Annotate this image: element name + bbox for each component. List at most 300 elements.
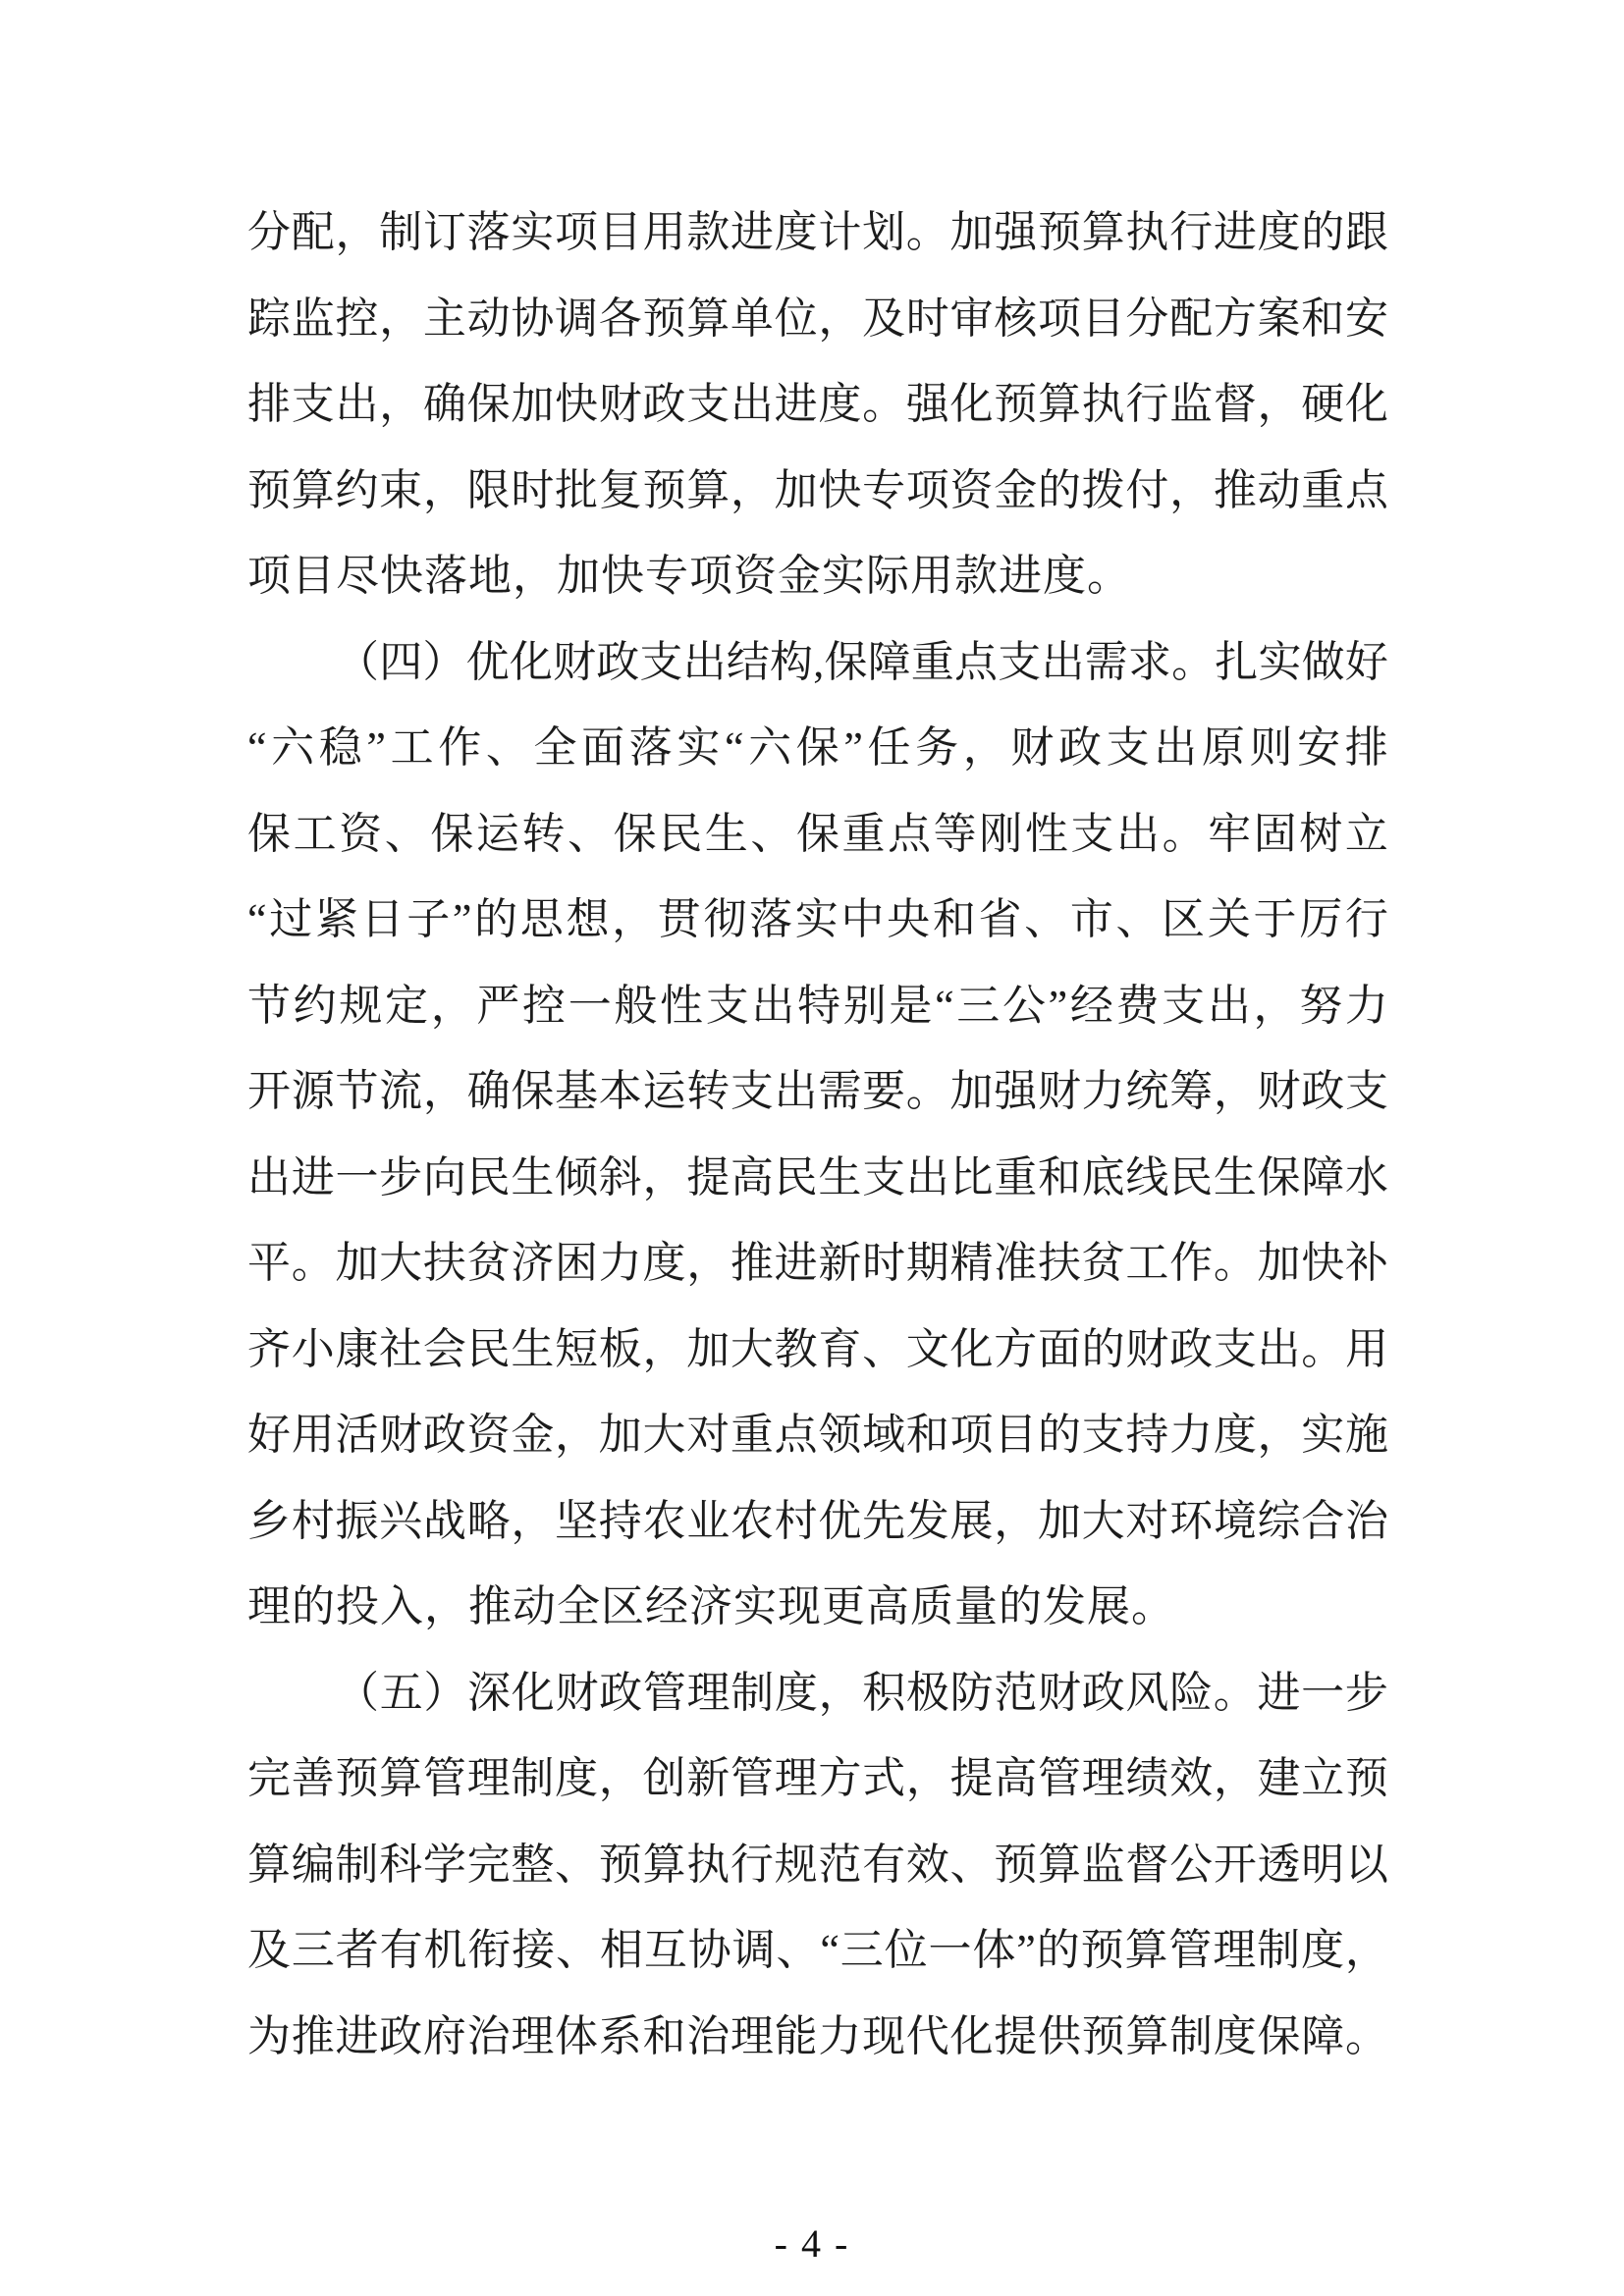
character: 目 [994, 1411, 1038, 1459]
character: 算 [686, 465, 731, 514]
character: 牢 [1208, 809, 1252, 858]
character: 度 [642, 1239, 686, 1287]
character: 出 [774, 1067, 818, 1115]
character: 。 [905, 208, 949, 256]
character: 理 [686, 1668, 731, 1717]
character: 新 [818, 1239, 862, 1287]
character: 划 [862, 208, 906, 256]
character: 建 [1257, 1754, 1301, 1802]
character: 极 [905, 1668, 949, 1717]
character: 度 [1257, 208, 1301, 256]
character: 水 [1344, 1152, 1388, 1201]
character: 加 [1257, 1239, 1301, 1287]
character: 济 [511, 1239, 555, 1287]
character: 点 [954, 637, 999, 686]
character: 化 [949, 380, 994, 428]
character: 于 [1253, 895, 1297, 943]
character: 生 [511, 1152, 555, 1201]
character: 政 [422, 1411, 466, 1459]
character: 算 [1037, 380, 1081, 428]
character: 范 [994, 1668, 1038, 1717]
character: 控 [522, 981, 567, 1030]
character: 的 [474, 895, 518, 943]
character: 政 [1058, 723, 1102, 772]
character: 民 [1169, 1152, 1214, 1201]
character: “ [820, 1926, 839, 1974]
character: 优 [818, 1496, 862, 1545]
character: 齐 [247, 1324, 291, 1373]
character: 财 [1257, 1067, 1301, 1115]
character: 推 [291, 2011, 335, 2060]
character: 出 [335, 380, 379, 428]
character: 倾 [555, 1152, 599, 1201]
character: 出 [247, 1152, 291, 1201]
character: 化 [949, 2011, 994, 2060]
character: 立 [1344, 809, 1388, 858]
character: 步 [379, 1152, 423, 1201]
character: 支 [730, 1067, 774, 1115]
character: 保 [511, 1067, 555, 1115]
character: 短 [555, 1324, 599, 1373]
character: 支 [862, 1152, 906, 1201]
character: 科 [379, 1840, 423, 1889]
character: 化 [511, 1668, 555, 1717]
character: 工 [390, 723, 434, 772]
character: 落 [466, 208, 511, 256]
text-line [247, 982, 1388, 1068]
character: 农 [730, 1496, 774, 1545]
text-line [247, 895, 1388, 982]
character: 农 [642, 1496, 686, 1545]
character: 则 [1249, 723, 1293, 772]
text-line [247, 294, 1388, 381]
character: 快 [818, 465, 862, 514]
character: 有 [862, 1840, 906, 1889]
character: 提 [686, 1152, 731, 1201]
character: 省 [978, 895, 1022, 943]
character: 化 [1344, 380, 1388, 428]
character: 支 [1213, 1324, 1257, 1373]
character: 支 [1106, 723, 1150, 772]
character: 作 [1169, 1239, 1214, 1287]
character: 财 [1125, 1324, 1169, 1373]
character: 理 [774, 1754, 818, 1802]
character: 制 [1257, 1926, 1301, 1974]
character: 比 [949, 1152, 994, 1201]
character: 支 [639, 637, 683, 686]
character: 中 [840, 895, 885, 943]
character: 基 [555, 1067, 599, 1115]
character: 跟 [1344, 208, 1388, 256]
character: 预 [994, 1840, 1038, 1889]
character: 持 [598, 1496, 642, 1545]
character: ， [422, 465, 466, 514]
character: 思 [519, 895, 564, 943]
character: 乡 [247, 1496, 291, 1545]
character: 审 [949, 294, 994, 343]
text-line [247, 1153, 1388, 1240]
character: 进 [291, 1152, 335, 1201]
character: 金 [994, 465, 1038, 514]
character: 重 [1301, 465, 1345, 514]
character: 强 [994, 208, 1038, 256]
character: 算 [1081, 208, 1125, 256]
character: 支 [998, 637, 1042, 686]
character: 度 [818, 380, 862, 428]
text-line [247, 1497, 1388, 1583]
character: 、 [384, 809, 428, 858]
character: 施 [1344, 1411, 1388, 1459]
character: 化 [509, 637, 553, 686]
character: 贫 [466, 1239, 511, 1287]
character: 度 [1300, 1926, 1344, 1974]
character: 紧 [314, 895, 358, 943]
character: 度 [774, 1668, 818, 1717]
character: ， [1257, 380, 1301, 428]
character: 款 [686, 208, 731, 256]
character: 批 [555, 465, 599, 514]
character: 案 [1257, 294, 1301, 343]
character: 管 [422, 1754, 466, 1802]
character: 的 [1036, 1926, 1080, 1974]
document-body [247, 208, 1388, 2098]
character: 、 [485, 723, 529, 772]
character: ） [423, 1668, 467, 1717]
character: 管 [1168, 1926, 1213, 1974]
character: 保 [430, 809, 474, 858]
character: ， [1344, 1926, 1388, 1974]
character: 行 [730, 1840, 774, 1889]
character: 。 [1213, 1668, 1257, 1717]
character: 方 [994, 1324, 1038, 1373]
character: 统 [1125, 1067, 1169, 1115]
character: 加 [335, 1239, 379, 1287]
character: 硬 [1301, 380, 1345, 428]
character: 核 [994, 294, 1038, 343]
character: 踪 [247, 294, 291, 343]
character: 订 [422, 208, 466, 256]
character: 现 [862, 2011, 906, 2060]
character: 点 [1344, 465, 1388, 514]
character: 计 [818, 208, 862, 256]
character: 及 [247, 1926, 291, 1974]
character: 文 [905, 1324, 949, 1373]
character: 点 [888, 809, 932, 858]
character: （ [336, 637, 379, 686]
character: ” [366, 723, 386, 772]
character: 预 [598, 1840, 642, 1889]
character: 一 [335, 1152, 379, 1201]
character: 斜 [598, 1152, 642, 1201]
character: 整 [511, 1840, 555, 1889]
character: 的 [1301, 208, 1345, 256]
character: 村 [291, 1496, 335, 1545]
character: 实 [511, 208, 555, 256]
character: 编 [291, 1840, 335, 1889]
character: ， [555, 1411, 599, 1459]
character: 别 [842, 981, 887, 1030]
character: 效 [1169, 1754, 1214, 1802]
character: 战 [422, 1496, 466, 1545]
character: 会 [422, 1324, 466, 1373]
character: 力 [598, 1239, 642, 1287]
character: 保 [1257, 2011, 1301, 2060]
character: 落 [749, 895, 793, 943]
character: 力 [1344, 981, 1388, 1030]
character: ， [511, 1496, 555, 1545]
character: 立 [1301, 1754, 1345, 1802]
character: 财 [1037, 1067, 1081, 1115]
character: 运 [642, 1067, 686, 1115]
character: 预 [642, 294, 686, 343]
character: 提 [949, 1754, 994, 1802]
character: 约 [335, 465, 379, 514]
character: 时 [511, 465, 555, 514]
text-line [247, 1754, 1388, 1841]
text-line [247, 1325, 1388, 1412]
character: 制 [1169, 2011, 1214, 2060]
character: 式 [862, 1754, 906, 1802]
character: 出 [1207, 981, 1251, 1030]
character: 支 [1344, 1067, 1388, 1115]
character: 高 [994, 1754, 1038, 1802]
character: 。 [862, 380, 906, 428]
character: 项 [905, 465, 949, 514]
character: 、 [1024, 895, 1068, 943]
character: 财 [553, 637, 597, 686]
character: 面 [581, 723, 625, 772]
character: 预 [642, 465, 686, 514]
character: 机 [423, 1926, 467, 1974]
character: 需 [1084, 637, 1128, 686]
character: 预 [994, 380, 1038, 428]
character: 预 [1080, 1926, 1124, 1974]
character: 困 [555, 1239, 599, 1287]
character: 预 [247, 465, 291, 514]
character: 供 [1037, 2011, 1081, 2060]
character: 互 [643, 1926, 687, 1974]
character: “ [935, 981, 954, 1030]
character: 时 [862, 1239, 906, 1287]
character: 坚 [555, 1496, 599, 1545]
character: 目 [1081, 294, 1125, 343]
character: 衔 [467, 1926, 512, 1974]
character: 板 [598, 1324, 642, 1373]
character: 管 [642, 1668, 686, 1717]
character: ， [642, 1324, 686, 1373]
character: 工 [293, 809, 337, 858]
character: 确 [422, 380, 466, 428]
character: 市 [1069, 895, 1113, 943]
character: ， [612, 895, 656, 943]
character: 督 [1213, 380, 1257, 428]
character: 效 [905, 1840, 949, 1889]
character: 重 [841, 809, 886, 858]
character: 支 [1162, 981, 1206, 1030]
character: ， [818, 294, 862, 343]
character: 预 [1081, 2011, 1125, 2060]
character: 政 [642, 380, 686, 428]
character: 对 [686, 1411, 731, 1459]
character: 执 [1081, 380, 1125, 428]
character: 加 [1037, 1496, 1081, 1545]
character: 范 [818, 1840, 862, 1889]
character: 分 [247, 208, 291, 256]
character: 善 [291, 1754, 335, 1802]
character: 区 [1162, 895, 1206, 943]
text-line [247, 208, 1388, 294]
character: 刚 [979, 809, 1023, 858]
character: 进 [1213, 208, 1257, 256]
character: 管 [730, 1754, 774, 1802]
character: 安 [1344, 294, 1388, 343]
character: 调 [731, 1926, 776, 1974]
character: 一 [568, 981, 612, 1030]
character: 费 [1115, 981, 1160, 1030]
character: “ [247, 723, 267, 772]
character: 和 [932, 895, 976, 943]
character: 一 [928, 1926, 972, 1974]
character: 的 [1037, 465, 1081, 514]
character: 贫 [1081, 1239, 1125, 1287]
character: 开 [1213, 1840, 1257, 1889]
character: 、 [556, 1926, 600, 1974]
character: 复 [598, 465, 642, 514]
character: 预 [1344, 1754, 1388, 1802]
character: 流 [379, 1067, 423, 1115]
character: 排 [1344, 723, 1388, 772]
character: 。 [1213, 1239, 1257, 1287]
character: 生 [704, 809, 748, 858]
text-line: 项目尽快落地，加快专项资金实际用款进度。 [247, 552, 1131, 600]
character: 执 [686, 1840, 731, 1889]
character: ） [422, 637, 466, 686]
character: 出 [1041, 637, 1085, 686]
character: 以 [1344, 1840, 1388, 1889]
character: 性 [1024, 809, 1068, 858]
text-line [247, 466, 1388, 553]
character: 付 [1125, 465, 1169, 514]
character: 大 [730, 1324, 774, 1373]
character: 、 [862, 1324, 906, 1373]
character: 政 [379, 2011, 423, 2060]
text-line [247, 1067, 1388, 1153]
character: 彻 [703, 895, 747, 943]
character: 算 [1125, 2011, 1169, 2060]
character: 般 [614, 981, 658, 1030]
character: 加 [949, 1067, 994, 1115]
character: 源 [291, 1067, 335, 1115]
character: 保 [795, 723, 839, 772]
character: 度 [774, 208, 818, 256]
character: 治 [686, 2011, 731, 2060]
character: 。 [1301, 1324, 1345, 1373]
character: 用 [291, 1411, 335, 1459]
character: 、 [776, 1926, 820, 1974]
character: 政 [1081, 1668, 1125, 1717]
text-line [247, 380, 1388, 466]
character: 支 [1070, 809, 1114, 858]
character: 推 [1213, 465, 1257, 514]
character: 度 [555, 1754, 599, 1802]
character: 资 [949, 465, 994, 514]
character: 监 [1169, 380, 1214, 428]
text-line [247, 1411, 1388, 1497]
character: 想 [566, 895, 610, 943]
character: 金 [511, 1411, 555, 1459]
character: 资 [466, 1411, 511, 1459]
character: 算 [1124, 1926, 1168, 1974]
character: 落 [628, 723, 673, 772]
character: 、 [1115, 895, 1160, 943]
character: 面 [1037, 1324, 1081, 1373]
character: 加 [949, 208, 994, 256]
character: 透 [1257, 1840, 1301, 1889]
character: 主 [422, 294, 466, 343]
character: 府 [422, 2011, 466, 2060]
character: 扎 [1215, 637, 1259, 686]
character: 规 [774, 1840, 818, 1889]
character: 特 [797, 981, 841, 1030]
character: 加 [774, 465, 818, 514]
character: 等 [933, 809, 977, 858]
character: 日 [360, 895, 405, 943]
character: 治 [1344, 1496, 1388, 1545]
character: 和 [905, 1411, 949, 1459]
character: 推 [730, 1239, 774, 1287]
character: 单 [730, 294, 774, 343]
character: 财 [555, 1668, 599, 1717]
character: 稳 [318, 723, 362, 772]
character: 政 [1301, 1067, 1345, 1115]
character: 出 [905, 1152, 949, 1201]
character: 域 [862, 1411, 906, 1459]
character: 有 [379, 1926, 423, 1974]
character: 积 [862, 1668, 906, 1717]
character: 进 [774, 380, 818, 428]
character: 保 [613, 809, 657, 858]
character: 加 [598, 1411, 642, 1459]
character: 出 [1115, 809, 1160, 858]
character: 约 [293, 981, 337, 1030]
character: 康 [335, 1324, 379, 1373]
character: 生 [511, 1324, 555, 1373]
character: 好 [1344, 637, 1388, 686]
character: ， [379, 380, 423, 428]
character: 调 [555, 294, 599, 343]
character: 完 [466, 1840, 511, 1889]
character: 创 [642, 1754, 686, 1802]
text-line: 理的投入，推动全区经济实现更高质量的发展。 [247, 1582, 1175, 1630]
text-line [247, 810, 1388, 896]
character: 。 [291, 1239, 335, 1287]
character: 管 [1037, 1754, 1081, 1802]
character: 大 [379, 1239, 423, 1287]
character: 活 [335, 1411, 379, 1459]
character: 关 [1207, 895, 1251, 943]
character: 任 [867, 723, 911, 772]
character: 性 [660, 981, 704, 1030]
character: 定 [385, 981, 429, 1030]
character: 度 [1213, 1411, 1257, 1459]
text-line [247, 1669, 1388, 1755]
page-number: - 4 - [774, 2221, 850, 2266]
character: 限 [466, 465, 511, 514]
character: 出 [1154, 723, 1198, 772]
character: 加 [511, 380, 555, 428]
character: 代 [905, 2011, 949, 2060]
character: “ [247, 895, 267, 943]
